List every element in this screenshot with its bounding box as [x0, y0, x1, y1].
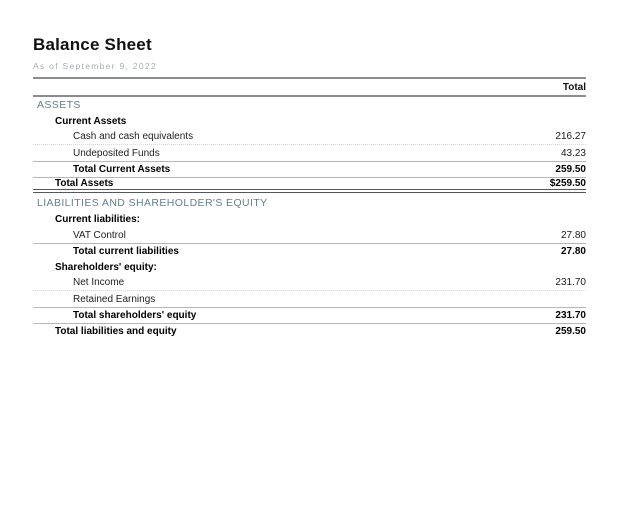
report-row — [33, 259, 586, 275]
report-row — [33, 97, 586, 113]
report-row — [33, 113, 586, 129]
report-row — [33, 161, 586, 177]
report-row — [33, 195, 586, 211]
row-label: Current liabilities: — [55, 213, 141, 225]
row-label: Net Income — [73, 277, 125, 288]
balance-sheet-report — [33, 36, 586, 339]
row-label: Total liabilities and equity — [55, 326, 177, 337]
row-label: VAT Control — [73, 229, 126, 241]
row-value: 216.27 — [555, 131, 586, 142]
row-value: 43.23 — [560, 147, 586, 159]
row-value: 259.50 — [555, 164, 586, 175]
report-row — [33, 243, 586, 259]
row-label: Total current liabilities — [73, 246, 179, 257]
row-label: Undeposited Funds — [73, 147, 160, 159]
report-row — [33, 227, 586, 243]
report-row — [33, 129, 586, 145]
report-row — [33, 177, 586, 193]
row-label: Retained Earnings — [73, 293, 156, 305]
row-label: Total shareholders' equity — [73, 310, 197, 321]
report-row — [33, 307, 586, 323]
row-label: Total Current Assets — [73, 164, 171, 175]
row-label: Current Assets — [55, 115, 127, 127]
report-row — [33, 211, 586, 227]
row-label: Shareholders' equity: — [55, 261, 157, 273]
row-label: Cash and cash equivalents — [73, 131, 194, 142]
report-title: Balance Sheet — [33, 35, 152, 54]
report-row — [33, 323, 586, 339]
column-header-total: Total — [562, 81, 586, 93]
report-row — [33, 275, 586, 291]
table-column-header-row — [33, 79, 586, 97]
row-label: Total Assets — [55, 178, 114, 189]
report-subtitle: As of September 9, 2022 — [33, 61, 157, 71]
row-value: 259.50 — [555, 326, 586, 337]
row-value: 27.80 — [560, 229, 586, 241]
row-value: 231.70 — [555, 277, 586, 288]
report-row — [33, 145, 586, 161]
row-value: 231.70 — [555, 310, 586, 321]
row-label: LIABILITIES AND SHAREHOLDER'S EQUITY — [37, 197, 268, 209]
row-value: 27.80 — [560, 246, 586, 257]
report-row — [33, 291, 586, 307]
report-table — [33, 97, 586, 339]
row-value: $259.50 — [549, 178, 586, 189]
row-label: ASSETS — [37, 99, 81, 111]
